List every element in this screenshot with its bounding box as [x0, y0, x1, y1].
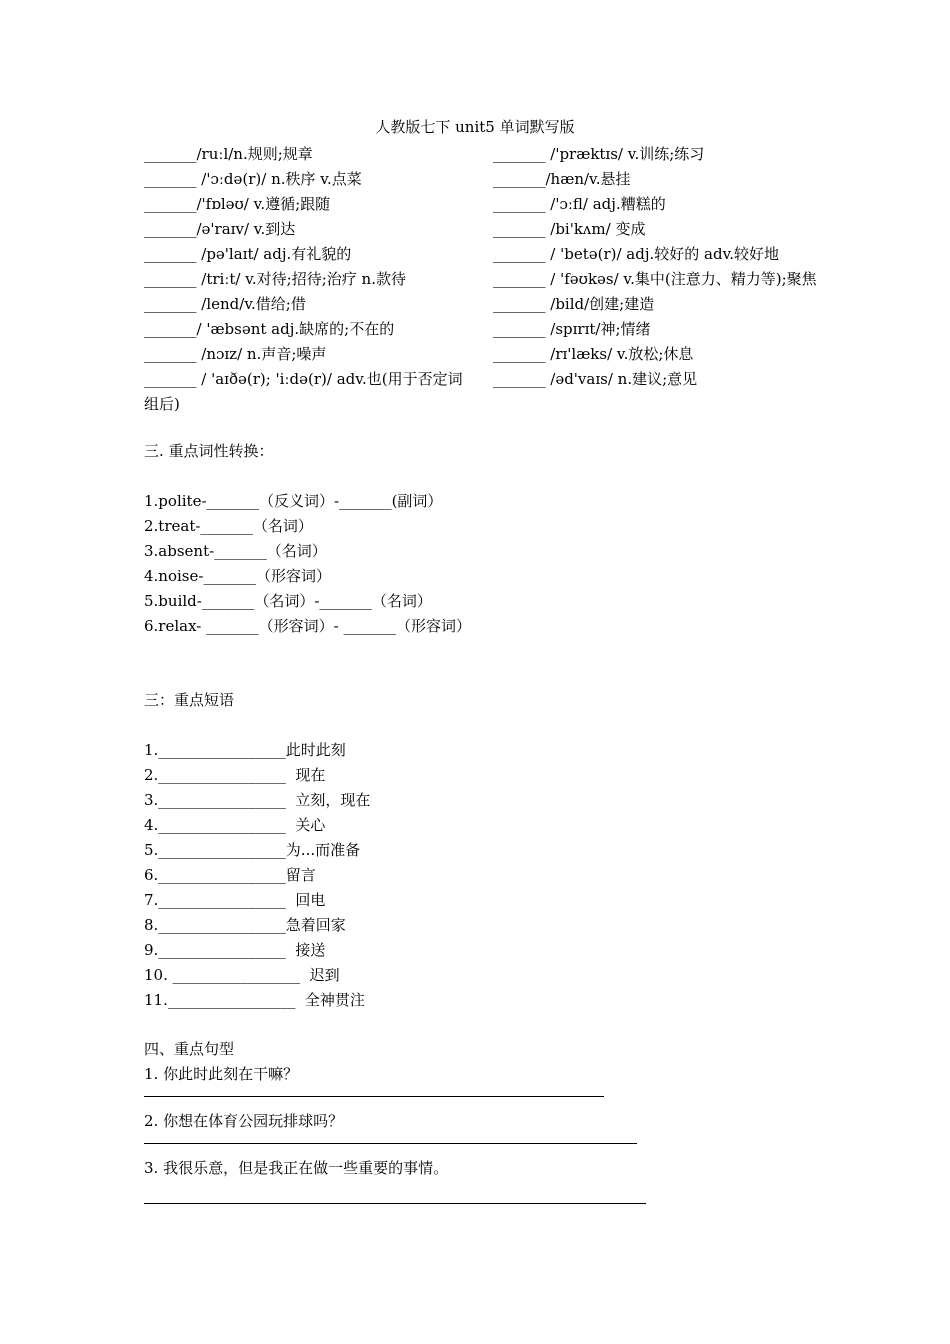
section-heading-word-forms: 三. 重点词性转换： [144, 442, 274, 460]
section-heading-sentences: 四、重点句型 [144, 1040, 235, 1058]
phrase-item: 5._________________为...而准备 [144, 841, 361, 859]
phrase-item: 4._________________ 关心 [144, 816, 326, 834]
vocab-item: _______ /triːt/ v.对待;招待;治疗 n.款待 [144, 270, 406, 288]
vocab-item: _______/ 'æbsənt adj.缺席的;不在的 [144, 320, 395, 338]
phrase-item: 1._________________此时此刻 [144, 741, 346, 759]
phrase-item: 6._________________留言 [144, 866, 316, 884]
vocab-item: _______ /'ɔːdə(r)/ n.秩序 v.点菜 [144, 170, 362, 188]
sentence-prompt: 3. 我很乐意，但是我正在做一些重要的事情。 [144, 1159, 449, 1177]
word-forms-list [144, 489, 471, 639]
vocab-item: _______ / 'aɪðə(r); 'iːdə(r)/ adv.也(用于否定词组后) [144, 370, 463, 413]
vocab-list-right [493, 142, 818, 392]
vocab-item: _______ /rɪ'læks/ v.放松;休息 [493, 345, 694, 363]
vocab-item: _______/'fɒləʊ/ v.遵循;跟随 [144, 195, 331, 213]
phrase-item: 10. _________________ 迟到 [144, 966, 340, 984]
phrase-item: 9._________________ 接送 [144, 941, 326, 959]
vocab-item: _______ /spɪrɪt/神;情绪 [493, 320, 651, 338]
sentence-prompt: 2. 你想在体育公园玩排球吗？ [144, 1112, 344, 1130]
vocab-list-left [144, 142, 469, 417]
vocab-item: _______ / 'betə(r)/ adj.较好的 adv.较好地 [493, 245, 780, 263]
answer-line[interactable] [144, 1096, 604, 1097]
phrase-item: 2._________________ 现在 [144, 766, 326, 784]
vocab-item: _______/ruːl/n.规则;规章 [144, 145, 313, 163]
vocab-item: _______ /bi'kʌm/ 变成 [493, 220, 646, 238]
phrase-item: 7._________________ 回电 [144, 891, 326, 909]
section-heading-phrases: 三：重点短语 [144, 691, 235, 709]
word-form-item: 2.treat-_______（名词） [144, 517, 313, 535]
word-form-item: 5.build-_______（名词）-_______（名词） [144, 592, 432, 610]
phrase-item: 3._________________ 立刻，现在 [144, 791, 371, 809]
vocab-item: _______/ə'raɪv/ v.到达 [144, 220, 296, 238]
answer-line[interactable] [144, 1203, 646, 1204]
vocab-item: _______ / 'fəʊkəs/ v.集中(注意力、精力等);聚焦 [493, 270, 817, 288]
vocab-item: _______/hæn/v.悬挂 [493, 170, 631, 188]
word-form-item: 6.relax- _______（形容词）- _______（形容词） [144, 617, 471, 635]
phrase-item: 8._________________急着回家 [144, 916, 346, 934]
vocab-item: _______ /əd'vaɪs/ n.建议;意见 [493, 370, 698, 388]
phrases-list [144, 738, 370, 1013]
word-form-item: 3.absent-_______（名词） [144, 542, 327, 560]
vocab-item: _______ /pə'laɪt/ adj.有礼貌的 [144, 245, 352, 263]
word-form-item: 4.noise-_______（形容词） [144, 567, 331, 585]
answer-line[interactable] [144, 1143, 637, 1144]
vocab-item: _______ /bild/创建;建造 [493, 295, 655, 313]
vocab-item: _______ /nɔɪz/ n.声音;噪声 [144, 345, 327, 363]
vocab-item: _______ /'præktɪs/ v.训练;练习 [493, 145, 705, 163]
vocab-item: _______ /lend/v.借给;借 [144, 295, 306, 313]
word-form-item: 1.polite-_______（反义词）-_______(副词） [144, 492, 443, 510]
page-title: 人教版七下 unit5 单词默写版 [375, 118, 575, 136]
vocab-item: _______ /'ɔːfl/ adj.糟糕的 [493, 195, 666, 213]
sentence-prompt: 1. 你此时此刻在干嘛？ [144, 1065, 299, 1083]
phrase-item: 11._________________ 全神贯注 [144, 991, 365, 1009]
sentences-section [144, 1037, 664, 1216]
